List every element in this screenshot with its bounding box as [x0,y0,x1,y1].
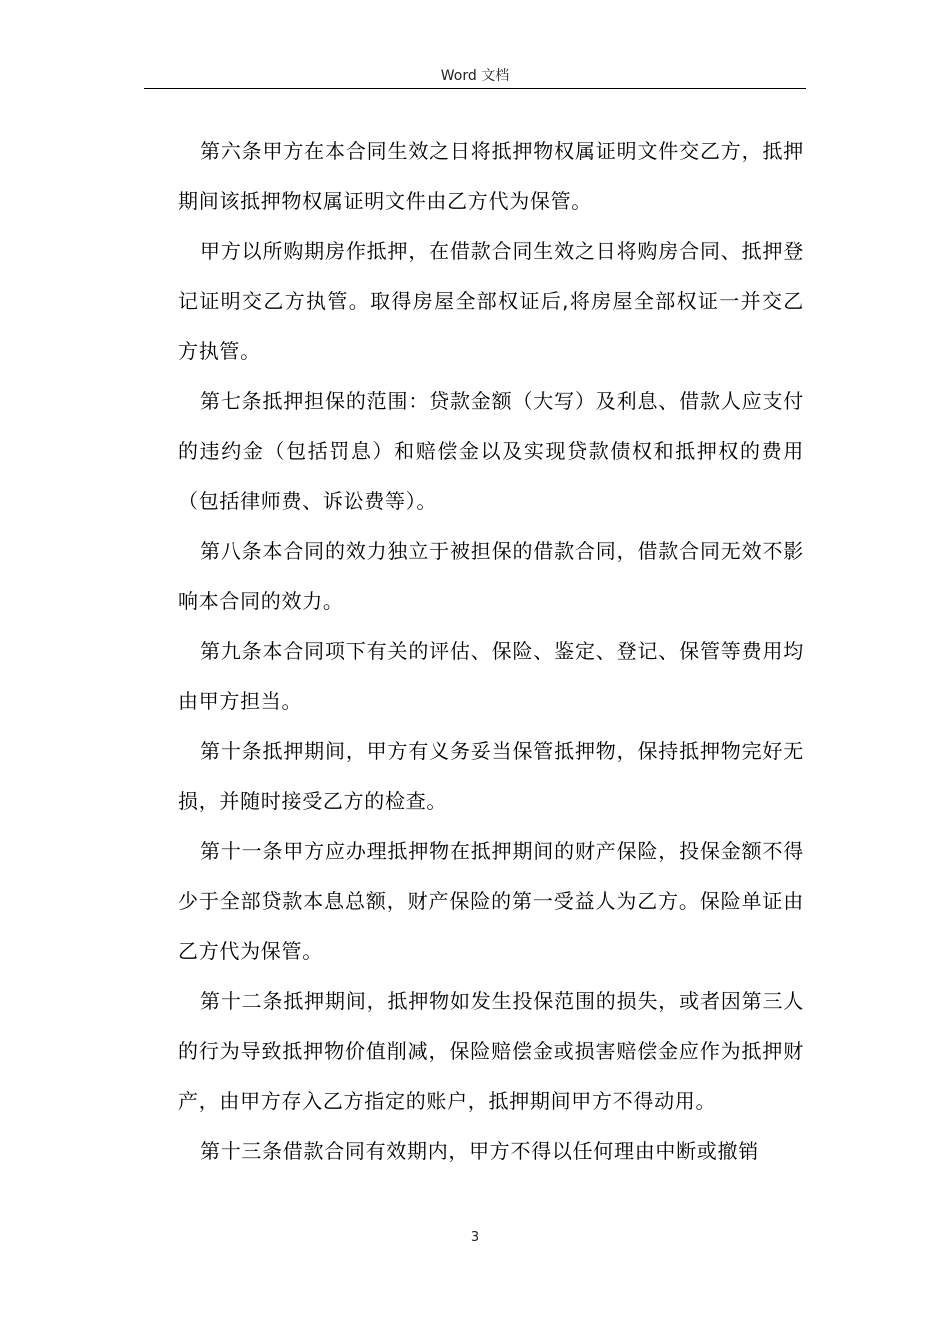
paragraph-article-8: 第八条本合同的效力独立于被担保的借款合同，借款合同无效不影响本合同的效力。 [178,539,804,613]
paragraph-article-12: 第十二条抵押期间，抵押物如发生投保范围的损失，或者因第三人的行为导致抵押物价值削减，保险赔偿金或损害赔偿金应作为抵押财产，由甲方存入乙方指定的账户，抵押期间甲方不得动用。 [178,989,804,1113]
paragraph-article-7: 第七条抵押担保的范围：贷款金额（大写）及利息、借款人应支付的违约金（包括罚息）和赔偿金以及实现贷款债权和抵押权的费用（包括律师费、诉讼费等）。 [178,389,804,513]
paragraph-article-6: 第六条甲方在本合同生效之日将抵押物权属证明文件交乙方，抵押期间该抵押物权属证明文件由乙方代为保管。 [178,139,804,213]
page-header: Word 文档 [440,68,510,84]
paragraph-article-9: 第九条本合同项下有关的评估、保险、鉴定、登记、保管等费用均由甲方担当。 [178,639,804,713]
paragraph-article-13: 第十三条借款合同有效期内，甲方不得以任何理由中断或撤销 [200,1139,759,1163]
paragraph-article-10: 第十条抵押期间，甲方有义务妥当保管抵押物，保持抵押物完好无损，并随时接受乙方的检查。 [178,739,804,813]
paragraph-article-11: 第十一条甲方应办理抵押物在抵押期间的财产保险，投保金额不得少于全部贷款本息总额，财产保险的第一受益人为乙方。保险单证由乙方代为保管。 [178,839,804,963]
paragraph-presale-mortgage: 甲方以所购期房作抵押，在借款合同生效之日将购房合同、抵押登记证明交乙方执管。取得房屋全部权证后,将房屋全部权证一并交乙方执管。 [178,239,804,363]
page-number: 3 [470,1230,480,1245]
document-body [178,126,804,1176]
header-divider [144,88,806,89]
